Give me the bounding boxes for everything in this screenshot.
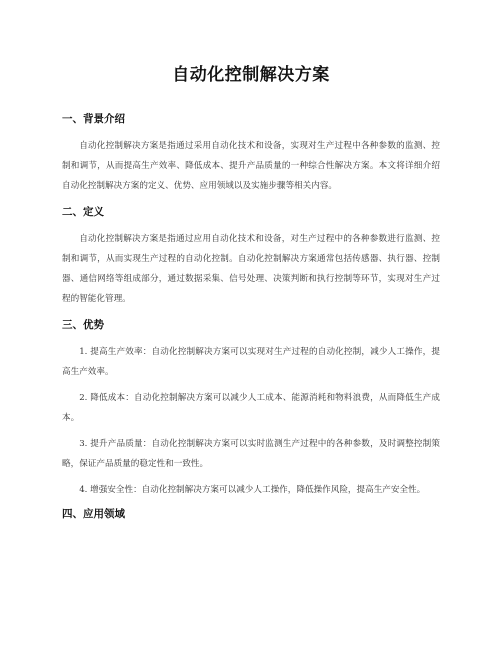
list-item: 3. 提升产品质量：自动化控制解决方案可以实时监测生产过程中的各种参数，及时调整控制策略，保证产品质量的稳定性和一致性。 <box>62 439 440 469</box>
section-definition <box>62 204 440 309</box>
section-heading: 一、背景介绍 <box>62 113 125 125</box>
paragraph: 自动化控制解决方案是指通过应用自动化技术和设备，对生产过程中的各种参数进行监测、控制和调节，从而实现生产过程的自动化控制。自动化控制解决方案通常包括传感器、执行器、控制器、通信网络等组成部分，通过数据采集、信号处理、决策判断和执行控制等环节，实现对生产过程的智能化管理。 <box>62 234 440 304</box>
section-background <box>62 111 440 196</box>
section-heading: 三、优势 <box>62 319 104 331</box>
list-item: 1. 提高生产效率：自动化控制解决方案可以实现对生产过程的自动化控制，减少人工操作，提高生产效率。 <box>62 347 440 377</box>
section-applications <box>62 506 440 521</box>
list-item: 4. 增强安全性：自动化控制解决方案可以减少人工操作，降低操作风险，提高生产安全性。 <box>79 485 426 495</box>
section-advantages <box>62 317 440 500</box>
section-heading: 二、定义 <box>62 206 104 218</box>
list-item: 2. 降低成本：自动化控制解决方案可以减少人工成本、能源消耗和物料浪费，从而降低生产成本。 <box>62 393 440 423</box>
document-title: 自动化控制解决方案 <box>172 65 330 85</box>
section-heading: 四、应用领域 <box>62 508 125 520</box>
paragraph: 自动化控制解决方案是指通过采用自动化技术和设备，实现对生产过程中各种参数的监测、控制和调节，从而提高生产效率、降低成本、提升产品质量的一种综合性解决方案。本文将详细介绍自动化控制解决方案的定义、优势、应用领域以及实施步骤等相关内容。 <box>62 141 440 191</box>
